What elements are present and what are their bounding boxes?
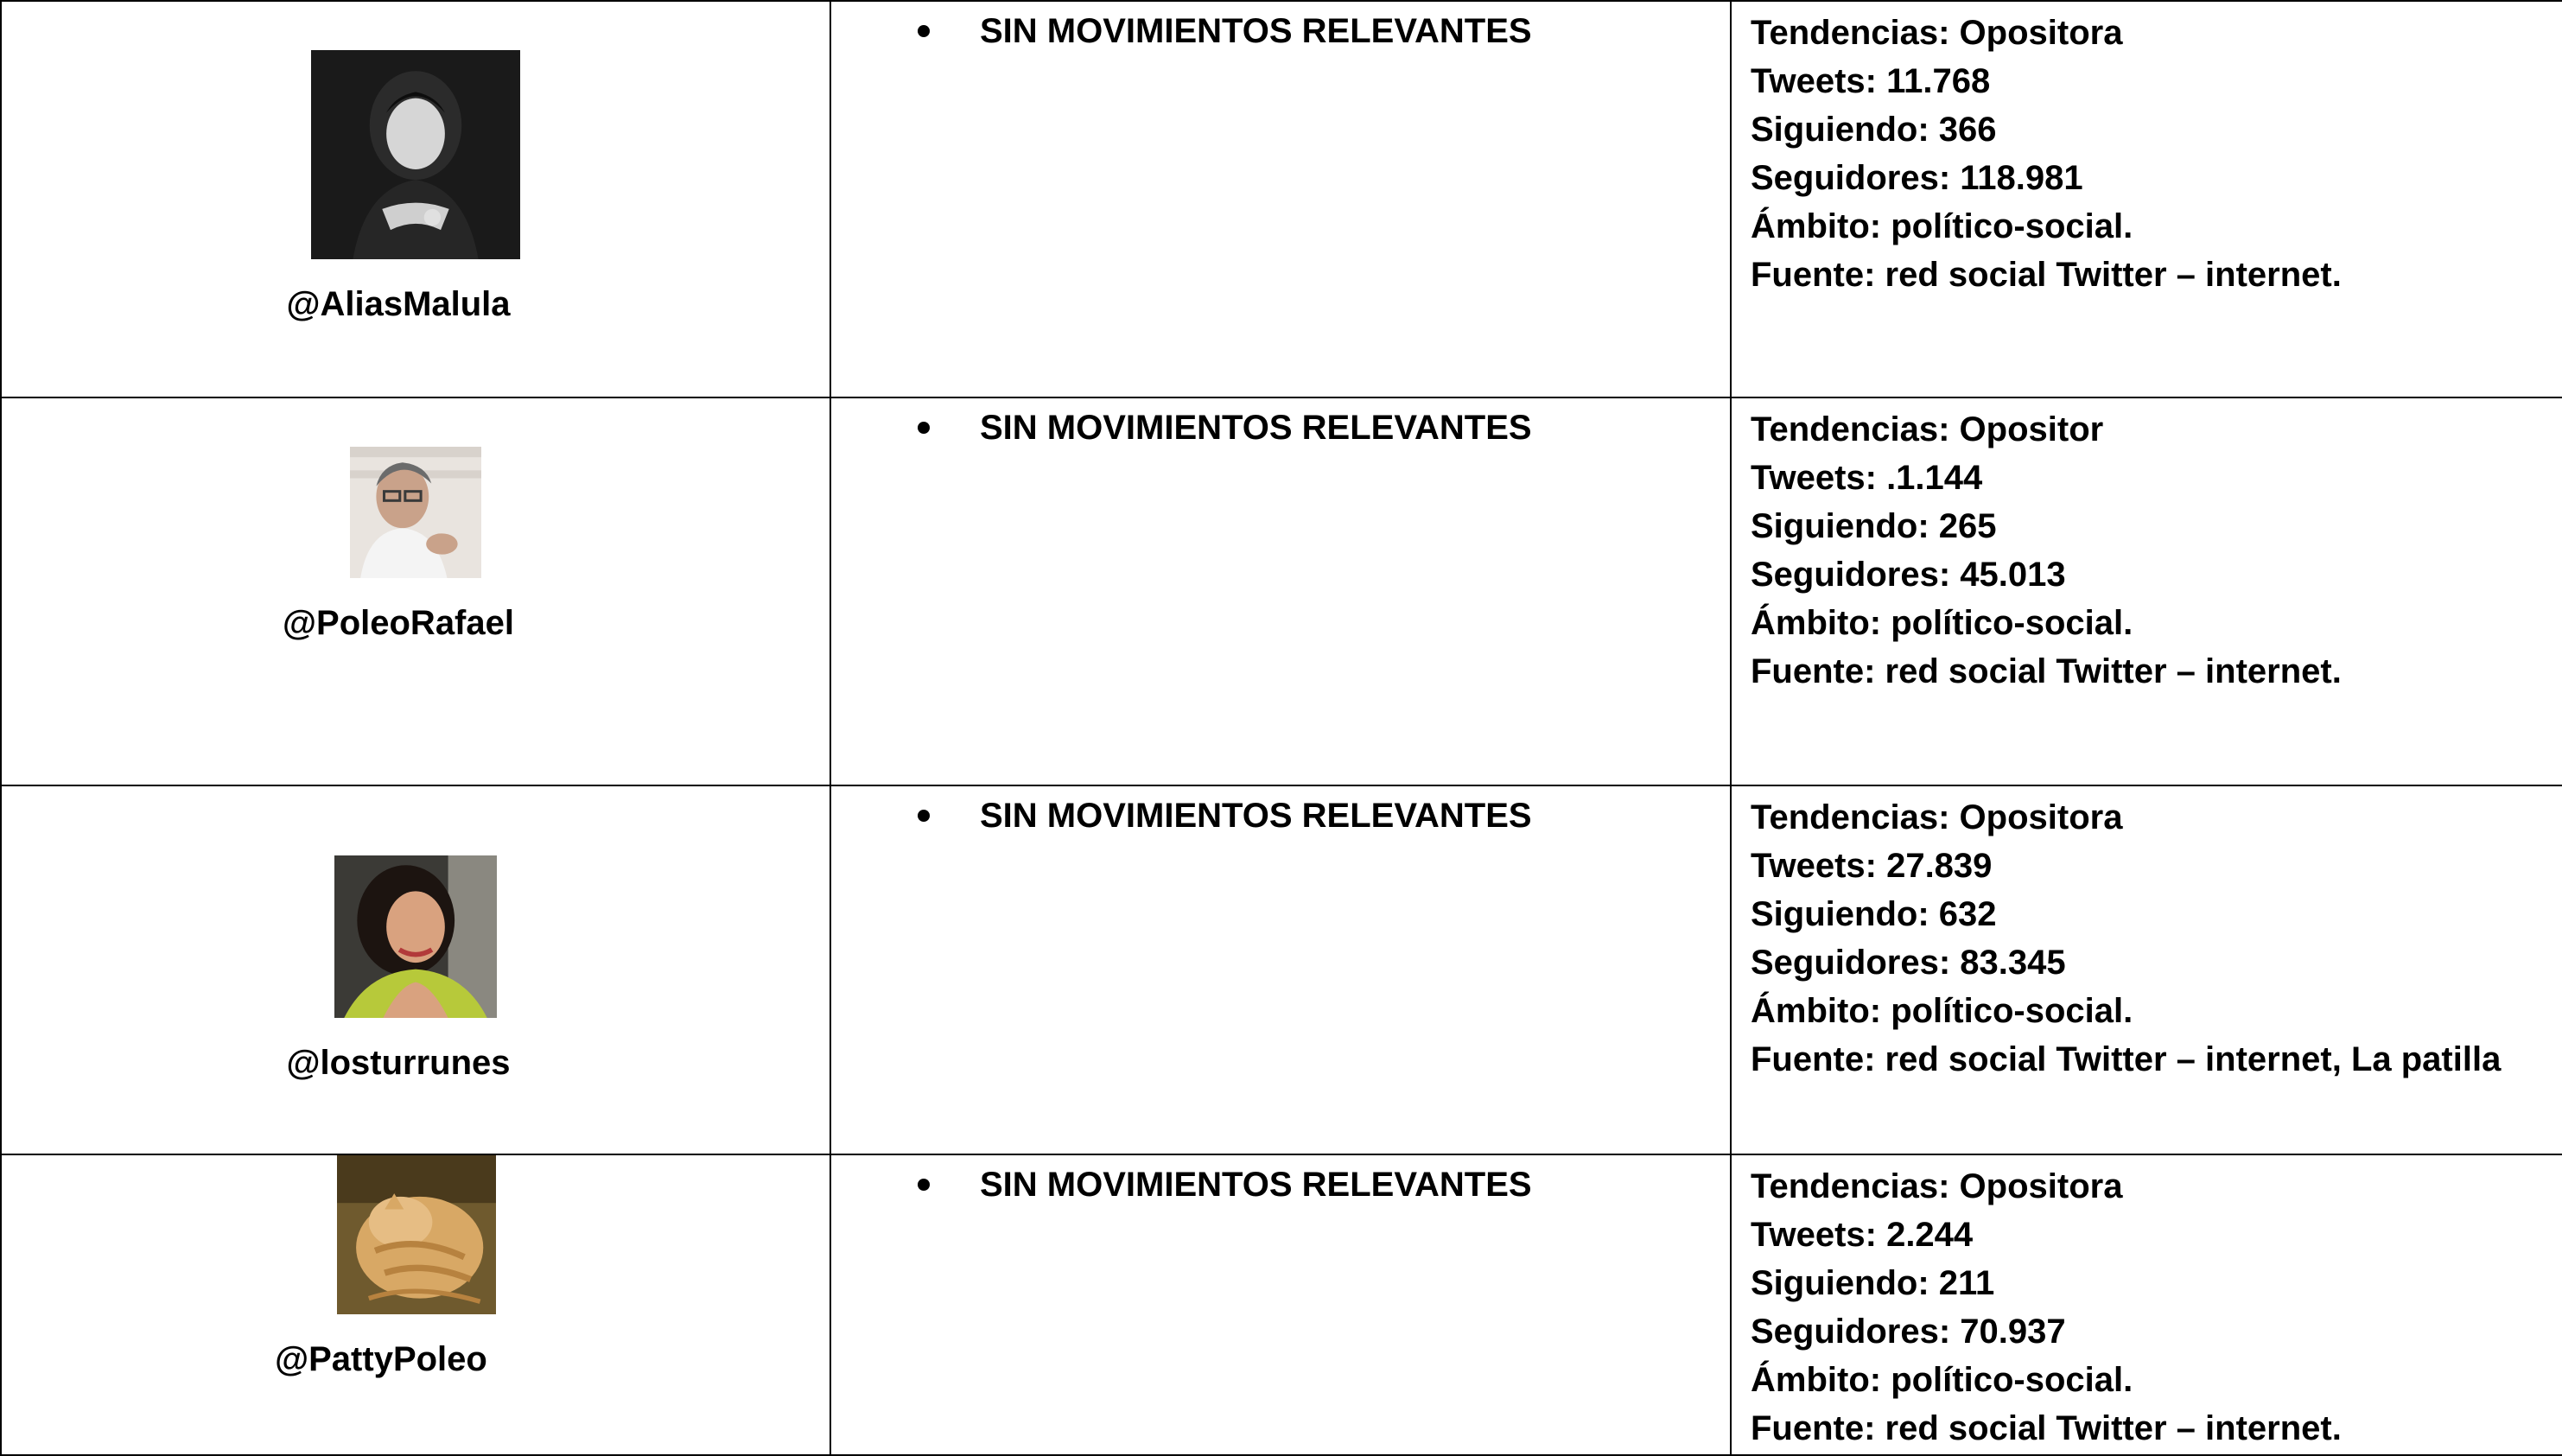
avatar-photo-icon [350,447,481,578]
status-text: SIN MOVIMIENTOS RELEVANTES [980,12,1532,50]
info-cell [1731,397,2562,785]
info-cell [1731,1,2562,397]
status-cell [830,397,1731,785]
status-item [918,10,1730,52]
info-seguidores: Seguidores: 118.981 [1751,159,2083,197]
info-siguiendo: Siguiendo: 211 [1751,1264,1995,1302]
info-seguidores: Seguidores: 70.937 [1751,1313,2066,1351]
info-cell [1731,785,2562,1154]
bullet-icon [918,25,930,37]
avatar [350,447,481,578]
status-text: SIN MOVIMIENTOS RELEVANTES [980,409,1532,447]
info-tweets: Tweets: 27.839 [1751,847,1993,885]
table-row [1,397,2562,785]
info-fuente: Fuente: red social Twitter – internet. [1751,256,2342,294]
info-list [1751,1162,2562,1453]
status-item [918,1164,1730,1205]
status-item [918,795,1730,836]
info-tweets: Tweets: .1.144 [1751,459,1983,497]
table-row [1,785,2562,1154]
avatar-photo-icon [334,855,497,1018]
info-list [1751,9,2562,299]
status-cell [830,1154,1731,1455]
profile-cell [1,785,830,1154]
info-ambito: Ámbito: político-social. [1751,207,2133,245]
info-siguiendo: Siguiendo: 366 [1751,111,1997,149]
profile-handle: @AliasMalula [286,285,511,323]
info-tweets: Tweets: 2.244 [1751,1216,1974,1254]
profile-handle: @losturrunes [286,1044,511,1082]
info-ambito: Ámbito: político-social. [1751,604,2133,642]
bullet-icon [918,810,930,822]
info-siguiendo: Siguiendo: 632 [1751,895,1997,933]
status-cell [830,1,1731,397]
profile-handle: @PattyPoleo [275,1340,487,1378]
avatar [337,1155,496,1314]
profile-cell [1,1154,830,1455]
status-item [918,407,1730,448]
info-seguidores: Seguidores: 45.013 [1751,556,2066,594]
avatar-photo-icon [311,50,520,259]
info-list [1751,793,2562,1084]
info-tendencias: Tendencias: Opositora [1751,1167,2123,1205]
info-tendencias: Tendencias: Opositor [1751,410,2104,448]
info-tendencias: Tendencias: Opositora [1751,14,2123,52]
info-tendencias: Tendencias: Opositora [1751,798,2123,836]
info-fuente: Fuente: red social Twitter – internet, La patilla [1751,1040,2502,1078]
bullet-icon [918,1179,930,1191]
table-row [1,1154,2562,1455]
status-cell [830,785,1731,1154]
info-fuente: Fuente: red social Twitter – internet. [1751,652,2342,690]
status-text: SIN MOVIMIENTOS RELEVANTES [980,797,1532,835]
info-seguidores: Seguidores: 83.345 [1751,944,2066,982]
table-row [1,1,2562,397]
info-siguiendo: Siguiendo: 265 [1751,507,1997,545]
bullet-icon [918,422,930,434]
info-tweets: Tweets: 11.768 [1751,62,1991,100]
info-fuente: Fuente: red social Twitter – internet. [1751,1409,2342,1447]
profile-cell [1,1,830,397]
info-ambito: Ámbito: político-social. [1751,992,2133,1030]
avatar-photo-icon [337,1155,496,1314]
avatar [311,50,520,259]
info-cell [1731,1154,2562,1455]
info-ambito: Ámbito: político-social. [1751,1361,2133,1399]
info-list [1751,405,2562,696]
profile-cell [1,397,830,785]
status-text: SIN MOVIMIENTOS RELEVANTES [980,1166,1532,1204]
avatar [334,855,497,1018]
profile-handle: @PoleoRafael [283,604,514,642]
